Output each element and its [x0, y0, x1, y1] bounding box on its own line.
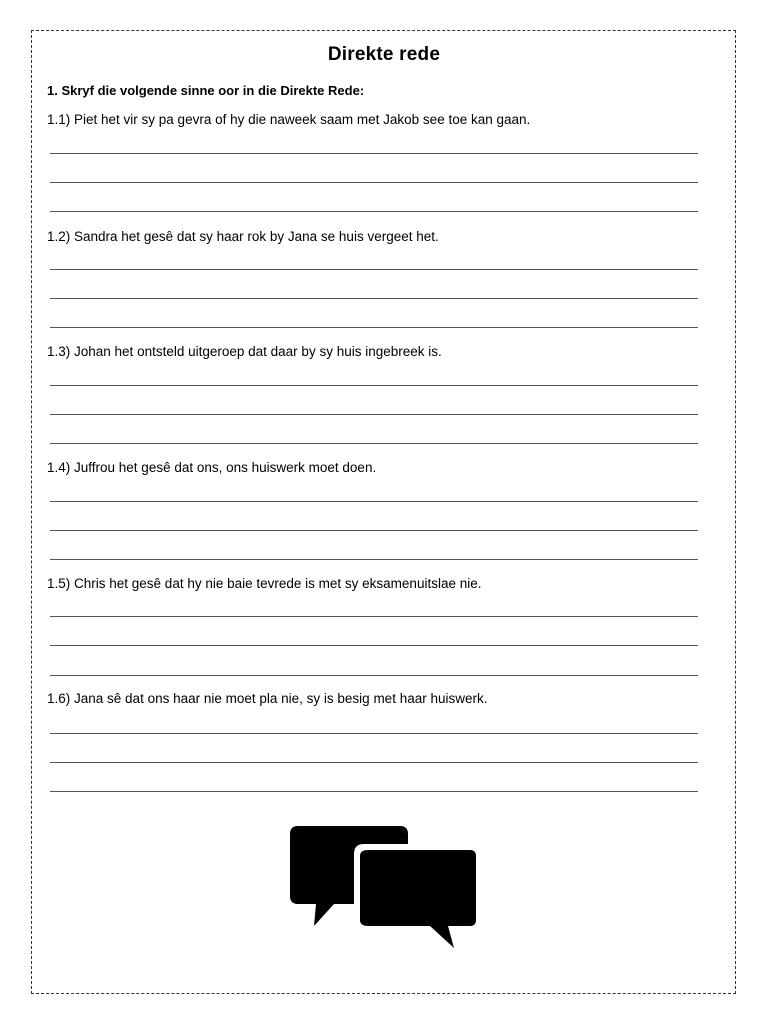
page-title: Direkte rede [327, 44, 441, 65]
question-1-4: 1.4) Juffrou het gesê dat ons, ons huiswerk moet doen. [47, 460, 377, 475]
answer-line[interactable] [50, 385, 698, 386]
answer-line[interactable] [50, 616, 698, 617]
answer-line[interactable] [50, 414, 698, 415]
answer-line[interactable] [50, 559, 698, 560]
instruction-heading: 1. Skryf die volgende sinne oor in die Direkte Rede: [47, 83, 365, 98]
answer-line[interactable] [50, 327, 698, 328]
question-1-2: 1.2) Sandra het gesê dat sy haar rok by Jana se huis vergeet het. [47, 229, 439, 244]
question-1-3: 1.3) Johan het ontsteld uitgeroep dat daar by sy huis ingebreek is. [47, 344, 442, 359]
question-1-5: 1.5) Chris het gesê dat hy nie baie tevrede is met sy eksamenuitslae nie. [47, 576, 482, 591]
answer-line[interactable] [50, 501, 698, 502]
answer-line[interactable] [50, 762, 698, 763]
answer-line[interactable] [50, 530, 698, 531]
answer-line[interactable] [50, 298, 698, 299]
question-1-1: 1.1) Piet het vir sy pa gevra of hy die naweek saam met Jakob see toe kan gaan. [47, 112, 531, 127]
answer-line[interactable] [50, 675, 698, 676]
answer-line[interactable] [50, 645, 698, 646]
answer-line[interactable] [50, 443, 698, 444]
question-1-6: 1.6) Jana sê dat ons haar nie moet pla nie, sy is besig met haar huiswerk. [47, 691, 488, 706]
answer-line[interactable] [50, 733, 698, 734]
answer-line[interactable] [50, 269, 698, 270]
answer-line[interactable] [50, 791, 698, 792]
speech-bubbles-icon [288, 824, 480, 952]
answer-line[interactable] [50, 211, 698, 212]
answer-line[interactable] [50, 153, 698, 154]
answer-line[interactable] [50, 182, 698, 183]
